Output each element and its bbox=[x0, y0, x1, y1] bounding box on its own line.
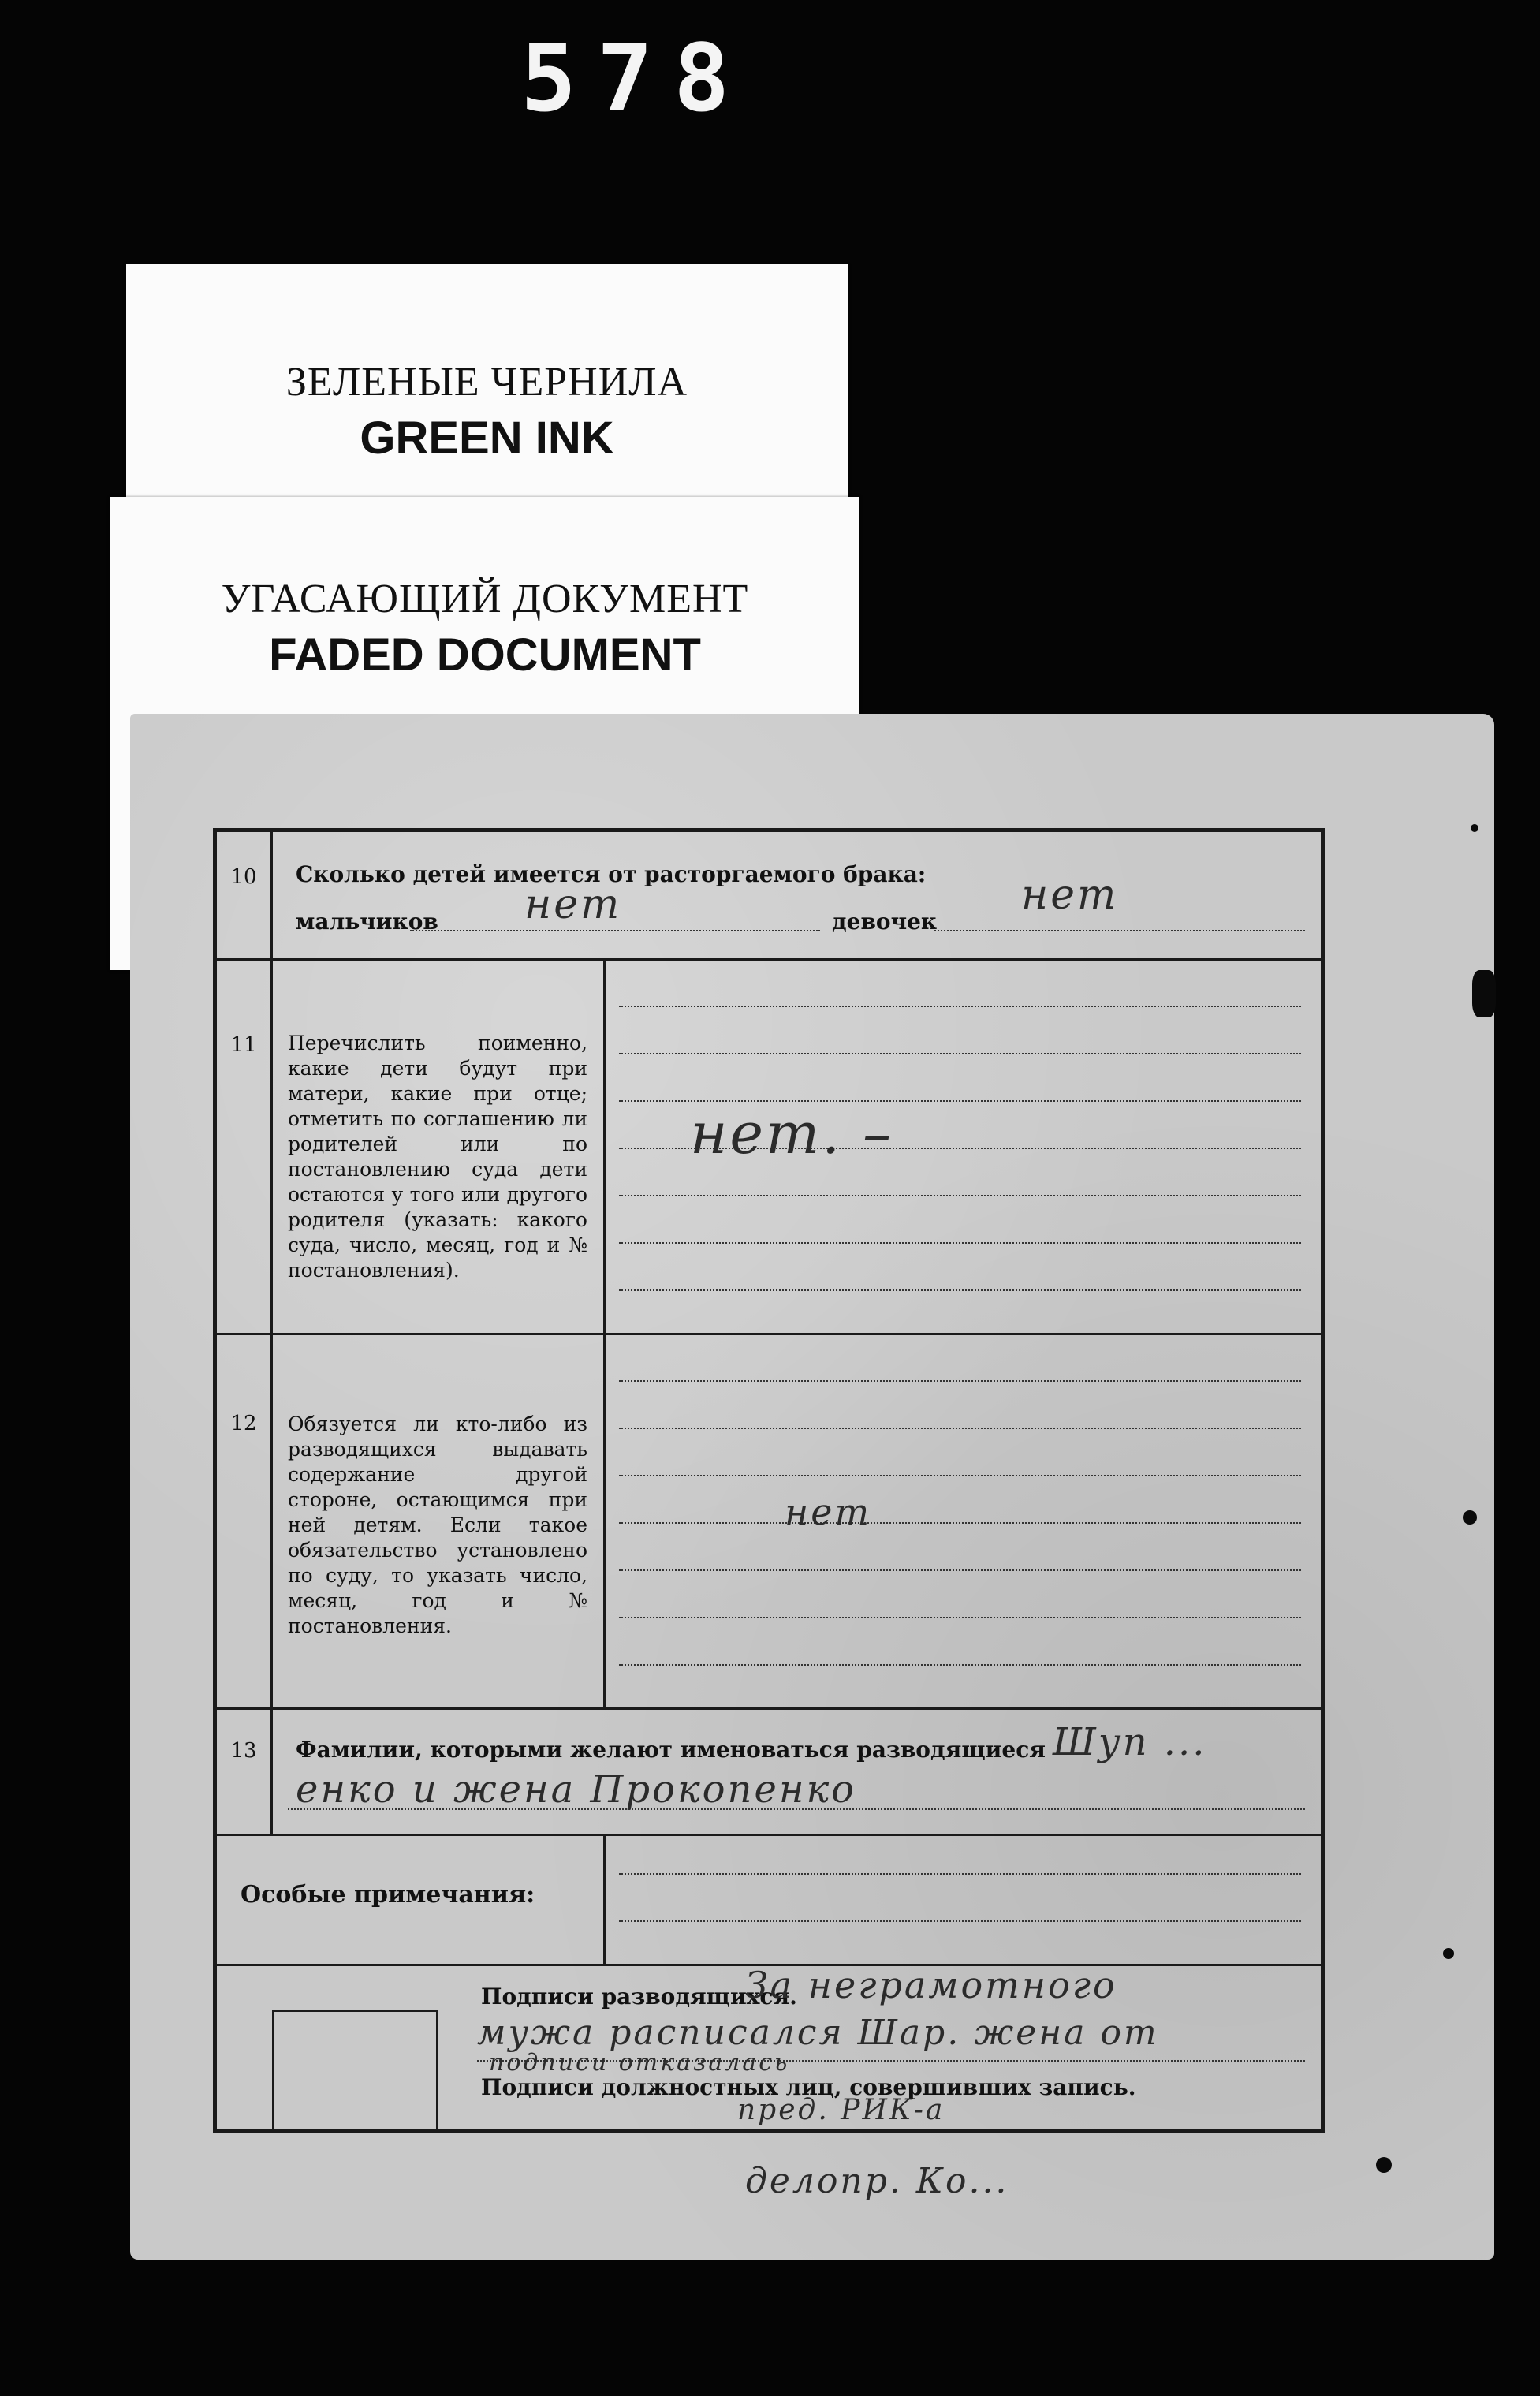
label-ru-text: УГАСАЮЩИЙ ДОКУМЕНТ bbox=[221, 577, 749, 621]
divorcing-signature-line-2: мужа расписался Шар. жена от bbox=[477, 2013, 1159, 2053]
custody-answer: нет. – bbox=[690, 1100, 894, 1166]
row-number: 13 bbox=[230, 1739, 257, 1763]
surnames-answer-line-1: Шуп ... bbox=[1053, 1720, 1207, 1764]
label-en-text: FADED DOCUMENT bbox=[269, 629, 701, 681]
officials-signature-line-2: делопр. Ко... bbox=[745, 2161, 1009, 2201]
divorcing-signature-line-3: подписи отказалась bbox=[489, 2049, 790, 2077]
surnames-question: Фамилии, которыми желают именоваться разводящиеся bbox=[296, 1737, 1046, 1763]
column-divider bbox=[603, 1333, 606, 1707]
number-column bbox=[217, 832, 273, 958]
number-column bbox=[217, 958, 273, 1333]
form-page bbox=[130, 714, 1494, 2260]
girls-value: нет bbox=[1021, 871, 1119, 919]
divorcing-signatures-label: Подписи разводящихся. bbox=[481, 1984, 797, 2010]
answer-line bbox=[619, 1617, 1301, 1618]
officials-signature-line-1: пред. РИК-а bbox=[737, 2094, 945, 2126]
label-ru-text: ЗЕЛЕНЫЕ ЧЕРНИЛА bbox=[285, 360, 688, 405]
answer-line bbox=[619, 1380, 1301, 1382]
column-divider bbox=[603, 958, 606, 1333]
frame-number: 578 bbox=[520, 24, 751, 132]
form-row-12 bbox=[217, 1333, 1321, 1710]
number-column bbox=[217, 1333, 273, 1707]
alimony-question: Обязуется ли кто-либо из разводящихся выдавать содержание другой стороне, остающимся при ней детям. Если такое обязательство установлено по суду, то указать число, месяц, год и № постановления. bbox=[288, 1413, 587, 1637]
alimony-answer: нет bbox=[785, 1491, 872, 1533]
answer-line bbox=[619, 1873, 1301, 1875]
form-row-signatures bbox=[217, 1964, 1321, 2125]
answer-line bbox=[619, 1289, 1301, 1291]
answer-line bbox=[619, 1664, 1301, 1666]
green-ink-label bbox=[126, 264, 848, 501]
answer-line bbox=[619, 1006, 1301, 1007]
divorce-record-form bbox=[213, 828, 1325, 2133]
boys-dotted-line bbox=[410, 930, 820, 931]
number-column bbox=[217, 1707, 273, 1834]
boys-value: нет bbox=[524, 881, 622, 928]
page-spot bbox=[1471, 824, 1478, 832]
answer-line bbox=[619, 1569, 1301, 1571]
children-count-question: Сколько детей имеется от расторгаемого брака: bbox=[296, 861, 927, 887]
answer-line bbox=[619, 1195, 1301, 1196]
form-row-10 bbox=[217, 832, 1321, 961]
officials-signatures-label: Подписи должностных лиц, совершивших запись. bbox=[481, 2074, 1136, 2100]
answer-line bbox=[619, 1053, 1301, 1054]
form-row-notes bbox=[217, 1834, 1321, 1966]
form-row-11 bbox=[217, 958, 1321, 1335]
form-row-13 bbox=[217, 1707, 1321, 1836]
stamp-box bbox=[272, 2010, 438, 2133]
answer-line bbox=[619, 1242, 1301, 1244]
answer-line bbox=[619, 1522, 1301, 1524]
page-spot bbox=[1376, 2157, 1392, 2173]
boys-label: мальчиков bbox=[296, 909, 438, 935]
special-notes-label: Особые примечания: bbox=[241, 1881, 535, 1909]
girls-label: девочек bbox=[832, 909, 938, 935]
page-tear bbox=[1472, 970, 1496, 1017]
children-custody-question: Перечислить поименно, какие дети будут при матери, какие при отце; отметить по соглашению ли родителей или по постановлению суда дети остаются у того или другого родителя (указать: какого суда, число, месяц, год и № постановления). bbox=[288, 1032, 587, 1282]
answer-line bbox=[619, 1428, 1301, 1429]
answer-line bbox=[619, 1475, 1301, 1476]
page-spot bbox=[1443, 1948, 1454, 1959]
page-spot bbox=[1463, 1510, 1477, 1525]
divorcing-signature-line-1: За неграмотного bbox=[745, 1964, 1117, 2006]
row-number: 11 bbox=[230, 1033, 257, 1057]
surnames-answer-line-2: енко и жена Прокопенко bbox=[296, 1767, 857, 1812]
girls-dotted-line bbox=[934, 930, 1305, 931]
row-number: 10 bbox=[230, 865, 257, 889]
row-number: 12 bbox=[230, 1412, 257, 1435]
column-divider bbox=[603, 1834, 606, 1964]
answer-line bbox=[619, 1920, 1301, 1922]
label-en-text: GREEN INK bbox=[360, 412, 614, 464]
